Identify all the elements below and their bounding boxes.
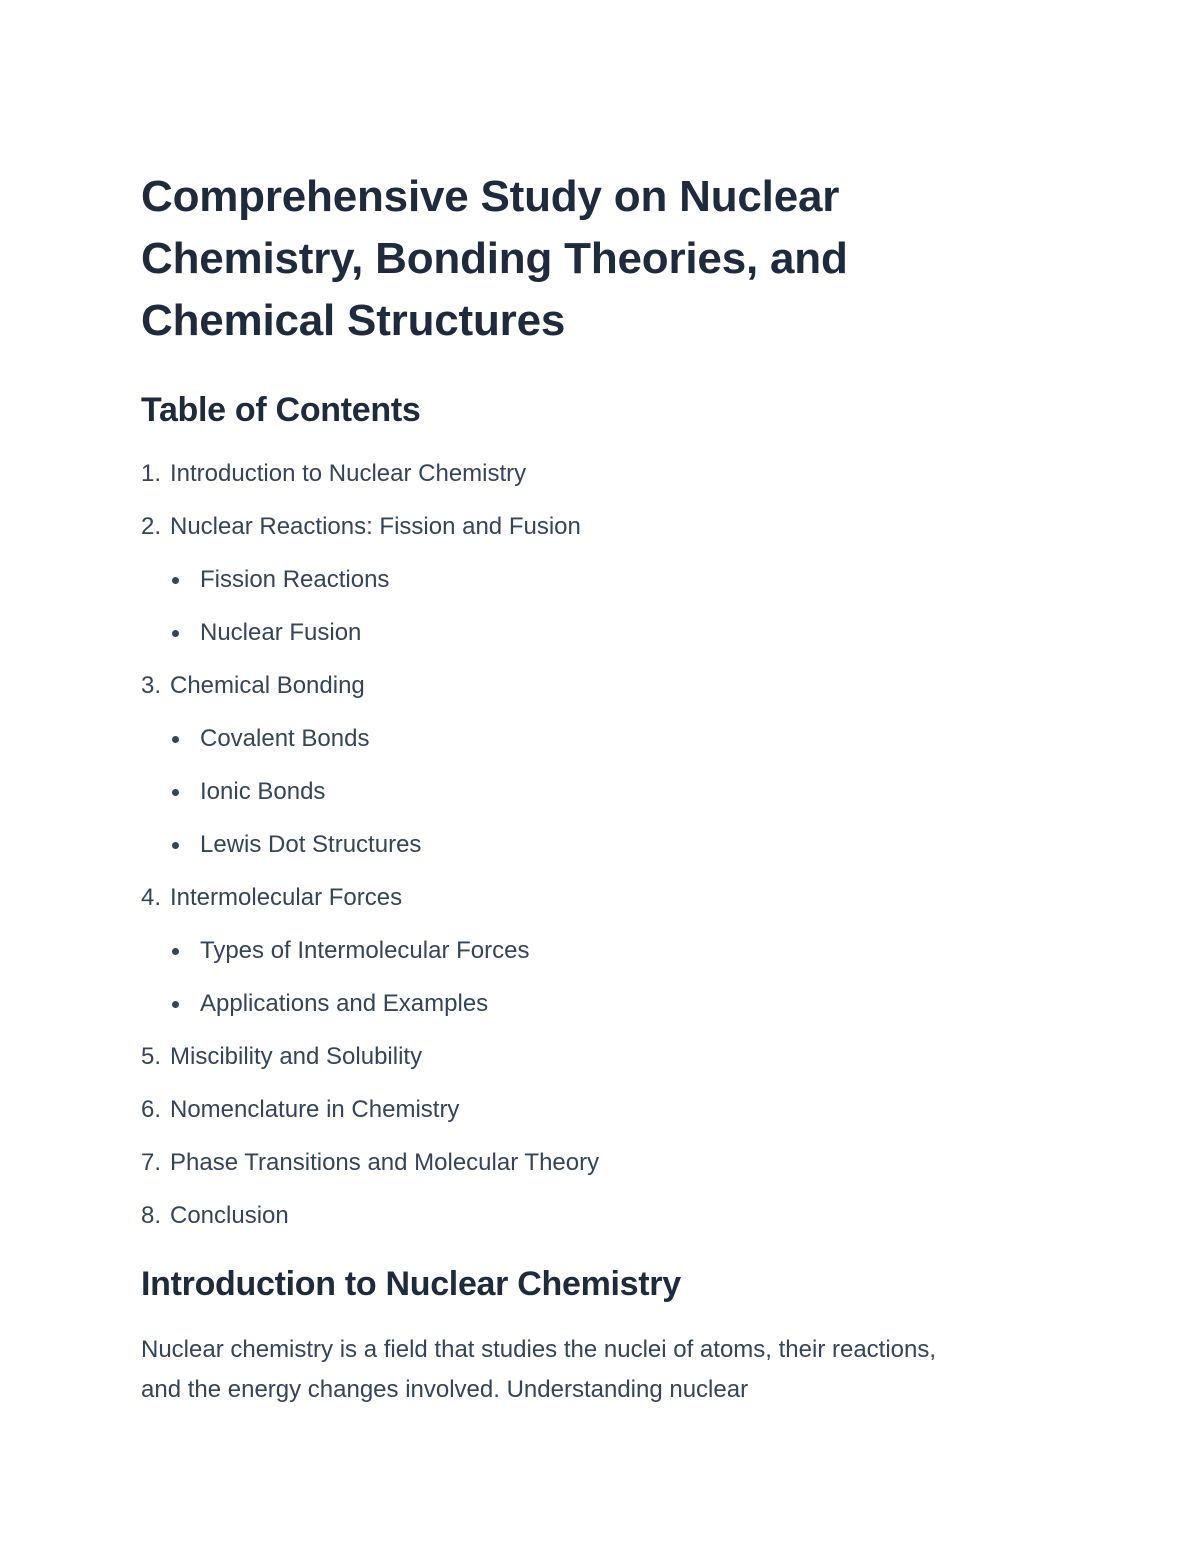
- toc-subitem[interactable]: [141, 564, 1001, 596]
- toc-item-label: Miscibility and Solubility: [170, 1043, 423, 1070]
- section-heading: Introduction to Nuclear Chemistry: [141, 1265, 681, 1303]
- toc-subitem[interactable]: [141, 723, 1001, 755]
- toc-item-number: 7.: [141, 1149, 162, 1176]
- table-of-contents: [141, 458, 1001, 1232]
- bullet-icon: [172, 1001, 179, 1008]
- toc-item-5[interactable]: [141, 1041, 1001, 1073]
- toc-item-number: 8.: [141, 1202, 162, 1229]
- toc-subitem-label: Fission Reactions: [200, 566, 390, 593]
- toc-subitem-label: Ionic Bonds: [200, 778, 326, 805]
- toc-item-number: 2.: [141, 513, 162, 540]
- toc-subitem[interactable]: [141, 617, 1001, 649]
- toc-subitem-label: Lewis Dot Structures: [200, 831, 422, 858]
- toc-item-6[interactable]: [141, 1094, 1001, 1126]
- toc-subitem[interactable]: [141, 776, 1001, 808]
- toc-subitem-label: Types of Intermolecular Forces: [200, 937, 530, 964]
- bullet-icon: [172, 630, 179, 637]
- toc-item-2[interactable]: [141, 511, 1001, 649]
- toc-subitem-label: Nuclear Fusion: [200, 619, 362, 646]
- toc-item-number: 3.: [141, 672, 162, 699]
- toc-sublist: [141, 564, 1001, 649]
- toc-subitem[interactable]: [141, 988, 1001, 1020]
- toc-item-label: Introduction to Nuclear Chemistry: [170, 460, 527, 487]
- bullet-icon: [172, 842, 179, 849]
- bullet-icon: [172, 789, 179, 796]
- toc-subitem-label: Covalent Bonds: [200, 725, 370, 752]
- document-page: [141, 166, 1001, 1410]
- toc-heading: Table of Contents: [141, 391, 421, 429]
- toc-item-label: Nomenclature in Chemistry: [170, 1096, 460, 1123]
- toc-item-1[interactable]: [141, 458, 1001, 490]
- toc-item-number: 6.: [141, 1096, 162, 1123]
- toc-item-3[interactable]: [141, 670, 1001, 861]
- bullet-icon: [172, 948, 179, 955]
- toc-subitem[interactable]: [141, 935, 1001, 967]
- toc-subitem[interactable]: [141, 829, 1001, 861]
- toc-item-number: 1.: [141, 460, 162, 487]
- toc-item-number: 5.: [141, 1043, 162, 1070]
- toc-item-label: Intermolecular Forces: [170, 884, 403, 911]
- toc-item-8[interactable]: [141, 1200, 1001, 1232]
- toc-subitem-label: Applications and Examples: [200, 990, 489, 1017]
- toc-item-4[interactable]: [141, 882, 1001, 1020]
- document-title: Comprehensive Study on Nuclear Chemistry, Bonding Theories, and Chemical Structures: [141, 172, 848, 345]
- toc-item-7[interactable]: [141, 1147, 1001, 1179]
- toc-item-label: Phase Transitions and Molecular Theory: [170, 1149, 600, 1176]
- toc-item-number: 4.: [141, 884, 162, 911]
- toc-sublist: [141, 723, 1001, 861]
- bullet-icon: [172, 736, 179, 743]
- toc-item-label: Conclusion: [170, 1202, 289, 1229]
- bullet-icon: [172, 577, 179, 584]
- toc-sublist: [141, 935, 1001, 1020]
- toc-item-label: Nuclear Reactions: Fission and Fusion: [170, 513, 581, 540]
- section-paragraph: Nuclear chemistry is a field that studies the nuclei of atoms, their reactions, and the energy changes involved. Understanding nuclear: [141, 1336, 937, 1403]
- toc-item-label: Chemical Bonding: [170, 672, 365, 699]
